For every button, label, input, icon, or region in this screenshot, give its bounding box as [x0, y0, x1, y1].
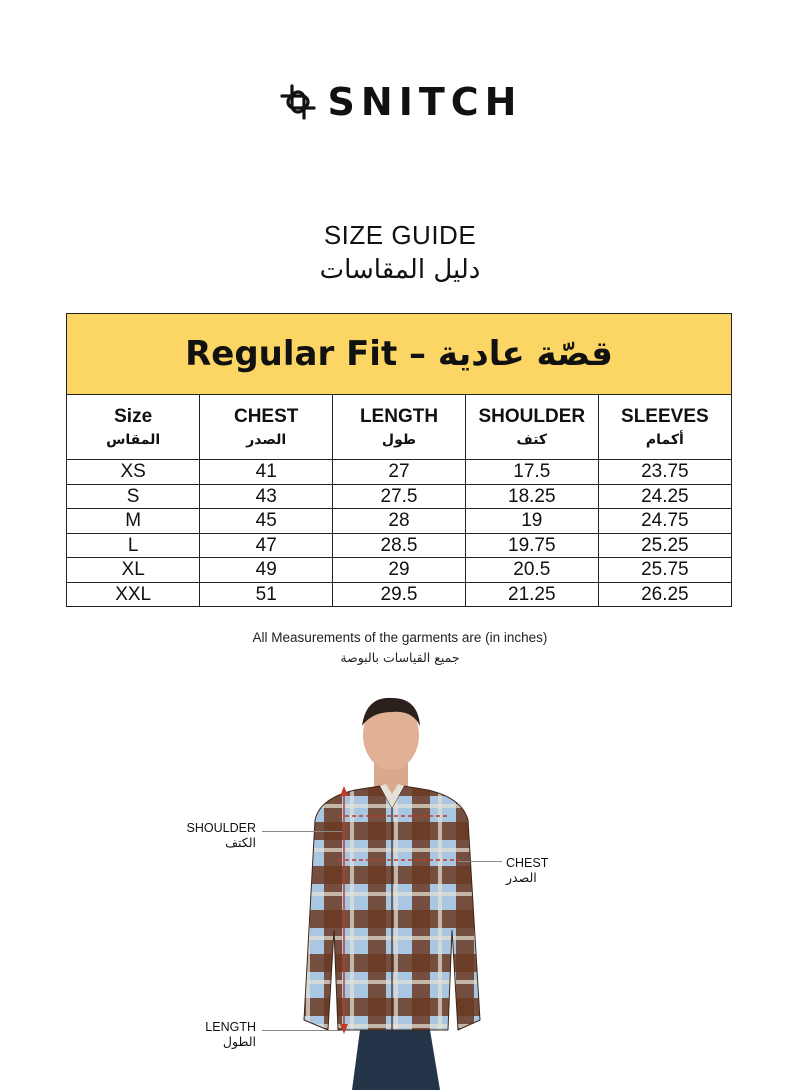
- shoulder-leader-line: [262, 831, 342, 832]
- table-cell: 28.5: [333, 533, 466, 558]
- table-cell: 27.5: [333, 484, 466, 509]
- column-header-sleeves: [598, 395, 731, 460]
- chest-label: [506, 856, 576, 885]
- column-header-label-arabic: المقاس: [106, 432, 161, 448]
- table-cell: 29: [333, 558, 466, 583]
- table-cell: 24.25: [598, 484, 731, 509]
- table-cell: 26.25: [598, 582, 731, 606]
- table-row: [67, 533, 731, 558]
- size-guide-title-arabic: دليل المقاسات: [319, 255, 481, 285]
- chest-leader-line: [458, 861, 502, 862]
- table-cell: 20.5: [465, 558, 598, 583]
- measurement-note: All Measurements of the garments are (in inches): [252, 630, 548, 645]
- table-cell: 29.5: [333, 582, 466, 606]
- table-cell: XS: [67, 460, 200, 485]
- table-row: [67, 460, 731, 485]
- column-header-size: [67, 395, 200, 460]
- table-cell: 25.25: [598, 533, 731, 558]
- table-cell: 19.75: [465, 533, 598, 558]
- table-cell: 47: [200, 533, 333, 558]
- table-cell: 28: [333, 509, 466, 534]
- table-cell: 49: [200, 558, 333, 583]
- shoulder-label-en: SHOULDER: [186, 821, 256, 835]
- size-chart: [66, 313, 732, 607]
- size-table: [67, 395, 731, 606]
- table-cell: S: [67, 484, 200, 509]
- length-leader-line: [262, 1030, 342, 1031]
- table-row: [67, 484, 731, 509]
- brand-logo: [0, 80, 800, 124]
- table-cell: 25.75: [598, 558, 731, 583]
- table-cell: 17.5: [465, 460, 598, 485]
- column-header-shoulder: [465, 395, 598, 460]
- table-row: [67, 558, 731, 583]
- shoulder-label: [180, 821, 256, 850]
- table-cell: L: [67, 533, 200, 558]
- column-header-chest: [200, 395, 333, 460]
- table-header-row: [67, 395, 731, 460]
- table-cell: 45: [200, 509, 333, 534]
- brand-name: SNITCH: [327, 80, 523, 124]
- table-cell: 23.75: [598, 460, 731, 485]
- column-header-label: CHEST: [233, 406, 299, 427]
- table-cell: XL: [67, 558, 200, 583]
- length-label: [180, 1020, 256, 1049]
- table-cell: 27: [333, 460, 466, 485]
- column-header-label-arabic: الصدر: [246, 432, 287, 448]
- table-row: [67, 509, 731, 534]
- size-guide-title: SIZE GUIDE: [323, 220, 477, 250]
- table-cell: 18.25: [465, 484, 598, 509]
- table-cell: 41: [200, 460, 333, 485]
- column-header-label-arabic: طول: [381, 432, 417, 448]
- table-cell: M: [67, 509, 200, 534]
- length-label-en: LENGTH: [205, 1020, 256, 1034]
- chest-label-en: CHEST: [506, 856, 549, 870]
- chest-label-ar: الصدر: [506, 870, 537, 885]
- table-cell: 21.25: [465, 582, 598, 606]
- table-cell: 24.75: [598, 509, 731, 534]
- length-label-ar: الطول: [222, 1034, 256, 1049]
- column-header-label: SHOULDER: [478, 406, 586, 427]
- fit-banner: Regular Fit – قصّة عادية: [67, 314, 731, 395]
- brand-mark-icon: [278, 82, 318, 122]
- table-cell: 51: [200, 582, 333, 606]
- shoulder-label-ar: الكتف: [225, 835, 256, 850]
- table-cell: 19: [465, 509, 598, 534]
- column-header-label: Size: [114, 406, 153, 427]
- column-header-label-arabic: كتف: [516, 432, 548, 448]
- column-header-label-arabic: أكمام: [645, 432, 684, 448]
- column-header-label: LENGTH: [359, 406, 439, 427]
- table-row: [67, 582, 731, 606]
- table-cell: 43: [200, 484, 333, 509]
- measurement-note-arabic: جميع القياسات بالبوصة: [340, 650, 460, 665]
- table-cell: XXL: [67, 582, 200, 606]
- column-header-label: SLEEVES: [621, 406, 709, 427]
- column-header-length: [333, 395, 466, 460]
